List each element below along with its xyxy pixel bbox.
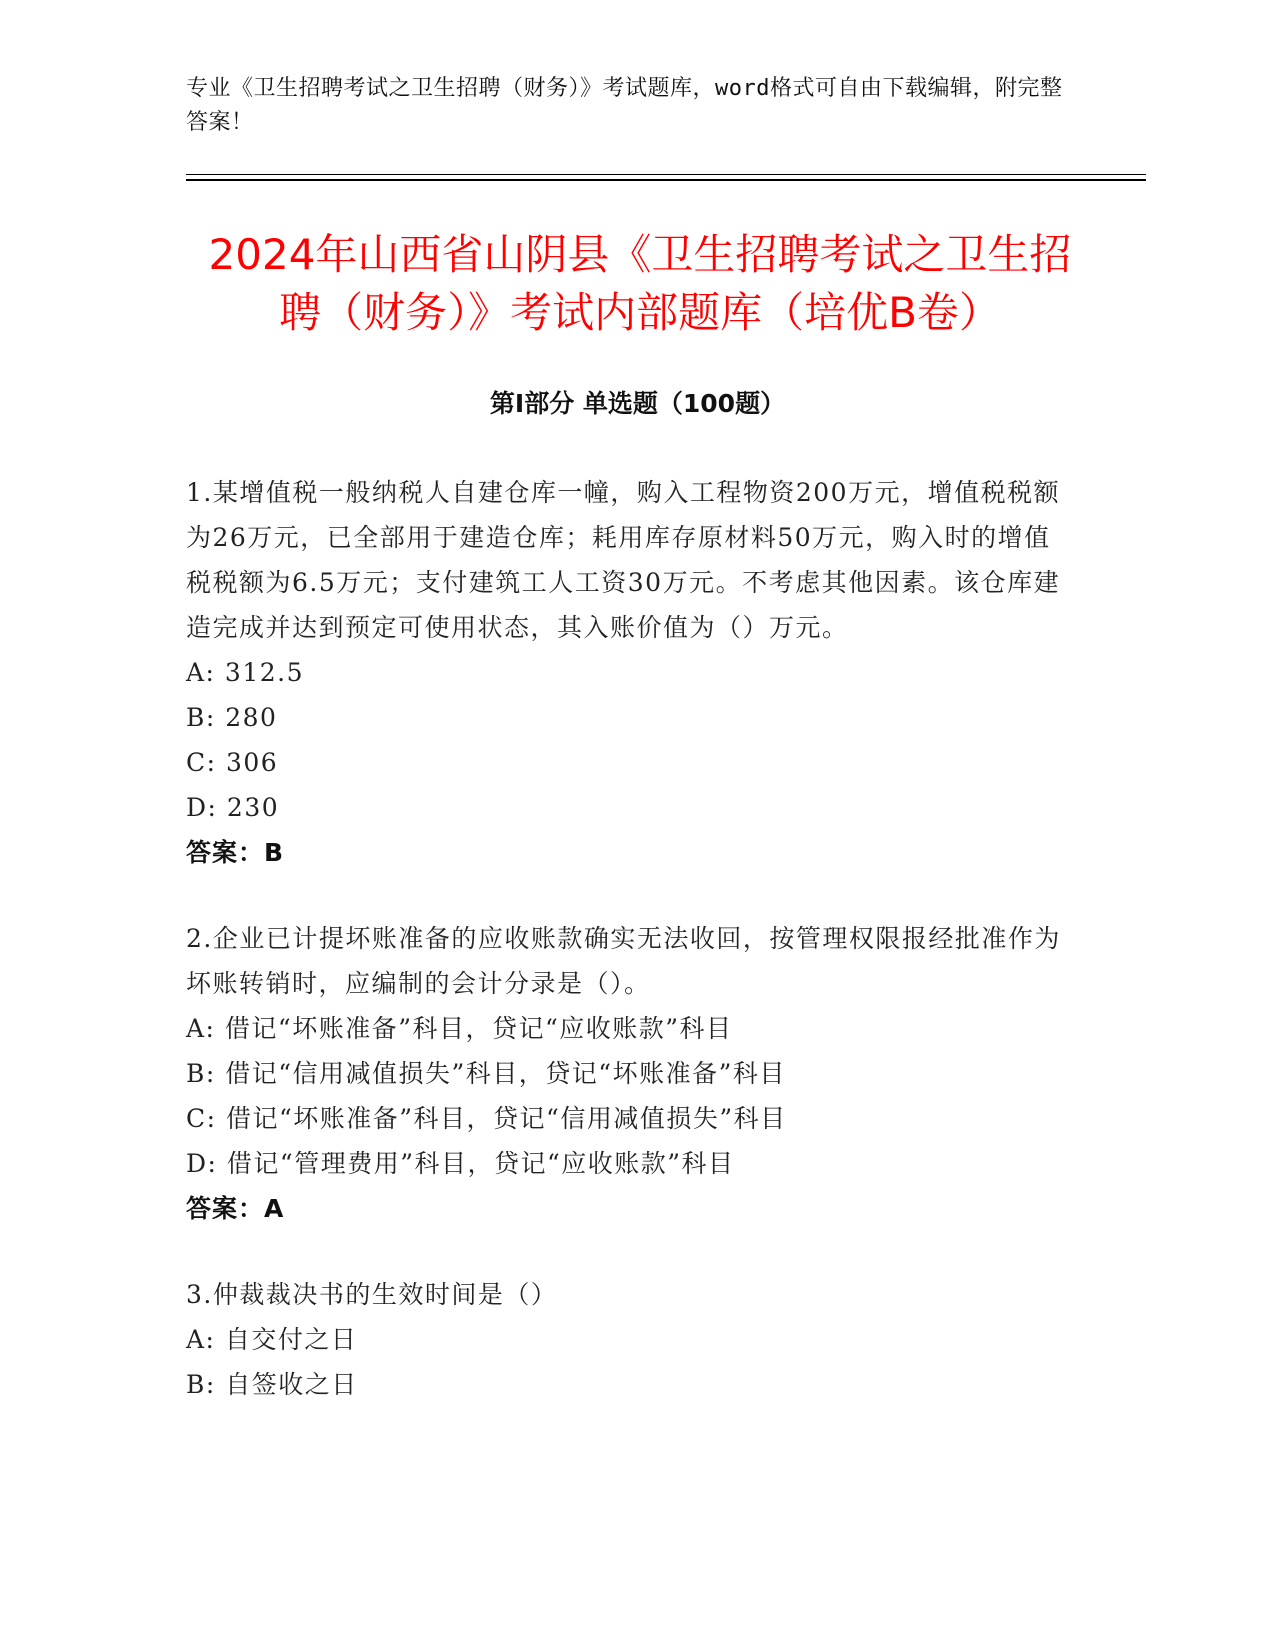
question-answer: 答案：A bbox=[186, 1194, 285, 1223]
question-option-c: C: 306 bbox=[186, 748, 279, 777]
document-title: 2024年山西省山阴县《卫生招聘考试之卫生招聘（财务）》考试内部题库（培优B卷） bbox=[208, 230, 1072, 337]
question-option-a: A: 自交付之日 bbox=[186, 1325, 358, 1354]
question-list bbox=[186, 470, 1066, 1447]
question-option-b: B: 借记“信用减值损失”科目，贷记“坏账准备”科目 bbox=[186, 1059, 786, 1088]
question-item bbox=[186, 916, 1066, 1232]
header-divider-thick bbox=[186, 179, 1146, 181]
header-note: 专业《卫生招聘考试之卫生招聘（财务）》考试题库，word格式可自由下载编辑，附完整答案！ bbox=[186, 76, 1063, 135]
question-option-d: D: 借记“管理费用”科目，贷记“应收账款”科目 bbox=[186, 1149, 735, 1178]
question-option-d: D: 230 bbox=[186, 793, 280, 822]
question-option-a: A: 借记“坏账准备”科目，贷记“应收账款”科目 bbox=[186, 1014, 733, 1043]
question-option-b: B: 自签收之日 bbox=[186, 1370, 358, 1399]
question-answer: 答案：B bbox=[186, 838, 285, 867]
question-stem: 2.企业已计提坏账准备的应收账款确实无法收回，按管理权限报经批准作为坏账转销时，应编制的会计分录是（）。 bbox=[186, 924, 1061, 998]
question-option-b: B: 280 bbox=[186, 703, 278, 732]
section-title: 第Ⅰ部分 单选题（100题） bbox=[489, 389, 786, 418]
header-divider-thin bbox=[186, 174, 1146, 175]
question-stem: 1.某增值税一般纳税人自建仓库一幢，购入工程物资200万元，增值税税额为26万元，已全部用于建造仓库；耗用库存原材料50万元，购入时的增值税税额为6.5万元；支付建筑工人工资30万元。不考虑其他因素。该仓库建造完成并达到预定可使用状态，其入账价值为（）万元。 bbox=[186, 478, 1061, 642]
question-item bbox=[186, 470, 1066, 876]
question-option-c: C: 借记“坏账准备”科目，贷记“信用减值损失”科目 bbox=[186, 1104, 787, 1133]
question-option-a: A: 312.5 bbox=[186, 658, 304, 687]
question-stem: 3.仲裁裁决书的生效时间是（） bbox=[186, 1280, 558, 1309]
question-item bbox=[186, 1272, 1066, 1407]
